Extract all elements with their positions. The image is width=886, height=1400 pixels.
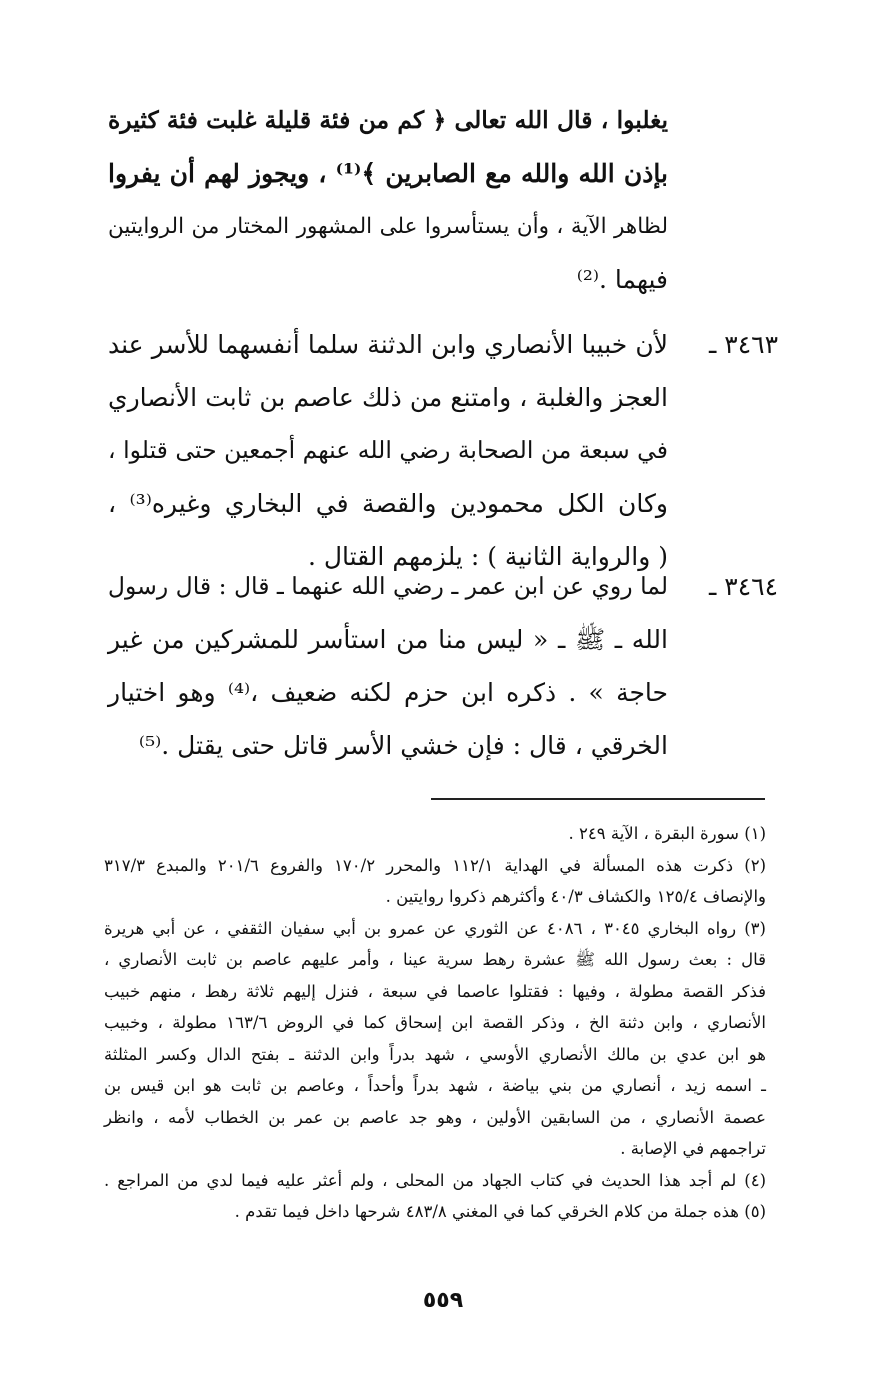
footnote-line: عصمة الأنصاري ، من السابقين الأولين ، وهو جد عاصم بن عمر بن الخطاب لأمه ، وانظر: [104, 1107, 766, 1127]
footnote-line: (٢) ذكرت هذه المسألة في الهداية ١١٢/١ والمحرر ١٧٠/٢ والفروع ٢٠١/٦ والمبدع ٣١٧/٣: [104, 855, 766, 875]
section-3464-text: [108, 560, 668, 772]
text-line: حاجة » . ذكره ابن حزم لكنه ضعيف ،⁽⁴⁾ وهو اختيار: [108, 678, 669, 707]
text-line: العجز والغلبة ، وامتنع من ذلك عاصم بن ثابت الأنصاري: [108, 383, 668, 412]
footnote-line: (٥) هذه جملة من كلام الخرقي كما في المغني ٤٨٣/٨ شرحها داخل فيما تقدم .: [234, 1202, 766, 1221]
footnote-line: فذكر القصة مطولة ، وفيها : فقتلوا عاصما في سبعة ، فنزل إليهم ثلاثة رهط ، منهم خبيب: [104, 981, 766, 1001]
page-number: ٥٥٩: [422, 1288, 464, 1313]
text-line: ( والرواية الثانية ) : يلزمهم القتال .: [307, 542, 668, 571]
text-line: وكان الكل محمودين والقصة في البخاري وغيره⁽³⁾ ،: [108, 489, 668, 518]
footnote-line: الأنصاري ، وابن دثنة الخ ، وذكر القصة ابن إسحاق كما في الروض ١٦٣/٦ مطولة ، وخبيب: [104, 1013, 766, 1032]
footnote-line: والإنصاف ١٢٥/٤ والكشاف ٤٠/٣ وأكثرهم ذكروا روايتين .: [385, 887, 766, 906]
footnote-line: تراجمهم في الإصابة .: [620, 1139, 766, 1158]
footnote-divider: [431, 798, 765, 800]
section-3463-text: [108, 318, 668, 583]
footnotes: [104, 818, 766, 1228]
section-number-3463: ٣٤٦٣ ـ: [709, 330, 778, 359]
paragraph-continuation: [108, 94, 668, 306]
text-line: فيهما .⁽²⁾: [576, 265, 668, 294]
footnote-line: هو ابن عدي بن مالك الأنصاري الأوسي ، شهد بدراً وابن الدثنة ـ بفتح الدال وكسر المثلثة: [104, 1044, 766, 1064]
text-line: لظاهر الآية ، وأن يستأسروا على المشهور المختار من الروايتين: [108, 214, 668, 239]
footnote-line: قال : بعث رسول الله ﷺ عشرة رهط سرية عينا ، وأمر عليهم عاصم بن ثابت الأنصاري ،: [104, 950, 766, 969]
section-number-3464: ٣٤٦٤ ـ: [709, 572, 778, 601]
footnote-line: ـ اسمه زيد ، أنصاري من بني بياضة ، شهد بدراً وأحداً ، وعاصم بن ثابت هو ابن قيس بن: [104, 1076, 766, 1095]
footnote-line: (٤) لم أجد هذا الحديث في كتاب الجهاد من المحلى ، ولم أعثر عليه فيما لدي من المراجع .: [104, 1170, 766, 1190]
footnote-line: (٣) رواه البخاري ٣٠٤٥ ، ٤٠٨٦ عن الثوري عن عمرو بن أبي سفيان الثقفي ، عن أبي هريرة: [104, 918, 766, 938]
footnote-line: (١) سورة البقرة ، الآية ٢٤٩ .: [568, 824, 766, 843]
text-line: لأن خبيبا الأنصاري وابن الدثنة سلما أنفسهما للأسر عند: [108, 330, 668, 359]
text-line: بإذن الله والله مع الصابرين ﴾⁽¹⁾ ، ويجوز لهم أن يفروا: [108, 159, 668, 188]
text-line: الخرقي ، قال : فإن خشي الأسر قاتل حتى يقتل .⁽⁵⁾: [138, 731, 668, 760]
text-line: الله ـ ﷺ ـ « ليس منا من استأسر للمشركين من غير: [108, 625, 668, 654]
text-line: يغلبوا ، قال الله تعالى ﴿ كم من فئة قليلة غلبت فئة كثيرة: [108, 106, 668, 134]
text-line: في سبعة من الصحابة رضي الله عنهم أجمعين حتى قتلوا ،: [108, 436, 668, 464]
text-line: لما روي عن ابن عمر ـ رضي الله عنهما ـ قال : قال رسول: [107, 572, 668, 600]
